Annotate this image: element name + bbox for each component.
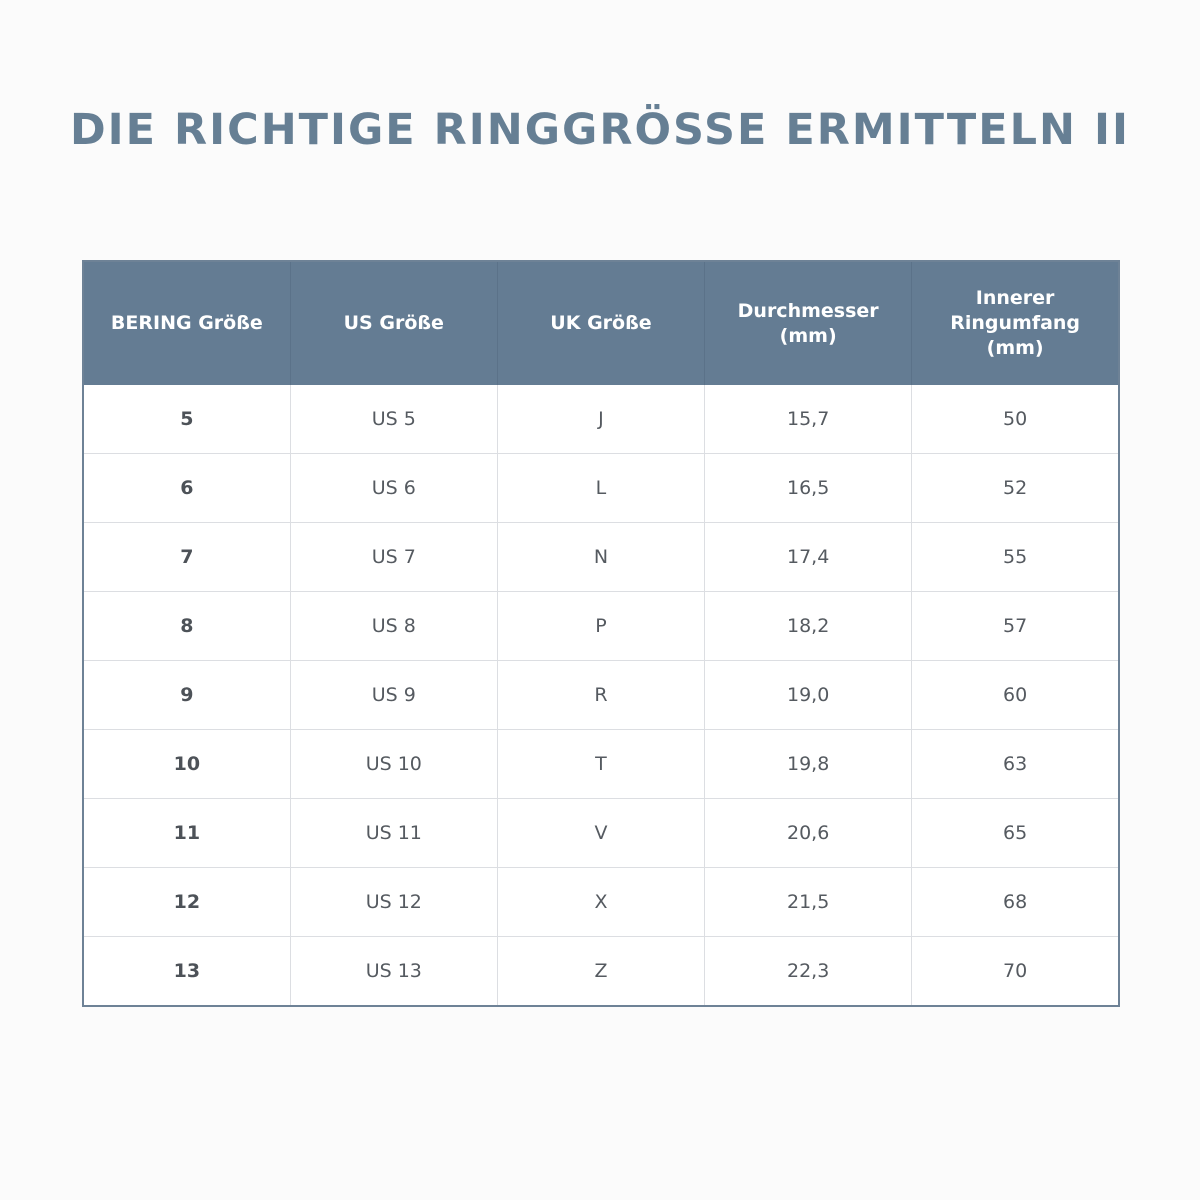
- header-bering-size: BERING Größe: [83, 261, 290, 385]
- cell-diameter: 16,5: [705, 454, 912, 523]
- cell-diameter: 19,8: [705, 730, 912, 799]
- table-row: [83, 799, 1119, 868]
- cell-bering-size: 8: [83, 592, 290, 661]
- cell-bering-size: 11: [83, 799, 290, 868]
- cell-diameter: 19,0: [705, 661, 912, 730]
- table-row: [83, 523, 1119, 592]
- cell-inner-circumference: 60: [912, 661, 1119, 730]
- cell-diameter: 22,3: [705, 937, 912, 1007]
- cell-us-size: US 10: [290, 730, 497, 799]
- cell-us-size: US 13: [290, 937, 497, 1007]
- cell-inner-circumference: 52: [912, 454, 1119, 523]
- table-body: [83, 385, 1119, 1006]
- cell-inner-circumference: 63: [912, 730, 1119, 799]
- cell-diameter: 20,6: [705, 799, 912, 868]
- header-inner-circumference: Innerer Ringumfang (mm): [912, 261, 1119, 385]
- cell-uk-size: T: [497, 730, 704, 799]
- cell-uk-size: L: [497, 454, 704, 523]
- cell-diameter: 18,2: [705, 592, 912, 661]
- table-row: [83, 937, 1119, 1007]
- cell-bering-size: 6: [83, 454, 290, 523]
- cell-diameter: 21,5: [705, 868, 912, 937]
- cell-inner-circumference: 68: [912, 868, 1119, 937]
- cell-bering-size: 7: [83, 523, 290, 592]
- cell-bering-size: 12: [83, 868, 290, 937]
- cell-bering-size: 5: [83, 385, 290, 454]
- table-row: [83, 730, 1119, 799]
- table-row: [83, 385, 1119, 454]
- table-row: [83, 868, 1119, 937]
- cell-uk-size: P: [497, 592, 704, 661]
- cell-diameter: 15,7: [705, 385, 912, 454]
- cell-uk-size: X: [497, 868, 704, 937]
- cell-us-size: US 5: [290, 385, 497, 454]
- cell-inner-circumference: 55: [912, 523, 1119, 592]
- cell-inner-circumference: 50: [912, 385, 1119, 454]
- cell-uk-size: N: [497, 523, 704, 592]
- cell-uk-size: R: [497, 661, 704, 730]
- page-title: DIE RICHTIGE RINGGRÖSSE ERMITTELN II: [69, 105, 1130, 155]
- cell-us-size: US 11: [290, 799, 497, 868]
- cell-us-size: US 8: [290, 592, 497, 661]
- cell-us-size: US 7: [290, 523, 497, 592]
- header-diameter: Durchmesser (mm): [705, 261, 912, 385]
- cell-us-size: US 9: [290, 661, 497, 730]
- cell-bering-size: 9: [83, 661, 290, 730]
- cell-uk-size: V: [497, 799, 704, 868]
- table-row: [83, 454, 1119, 523]
- cell-inner-circumference: 65: [912, 799, 1119, 868]
- cell-inner-circumference: 70: [1003, 960, 1028, 982]
- ring-size-table: [82, 260, 1120, 1007]
- cell-us-size: US 12: [290, 868, 497, 937]
- cell-inner-circumference: 57: [912, 592, 1119, 661]
- cell-bering-size: 13: [83, 937, 290, 1007]
- cell-uk-size: Z: [497, 937, 704, 1007]
- header-uk-size: UK Größe: [497, 261, 704, 385]
- cell-uk-size: J: [497, 385, 704, 454]
- table-header-row: [83, 261, 1119, 385]
- table-header: [83, 261, 1119, 385]
- cell-us-size: US 6: [290, 454, 497, 523]
- header-us-size: US Größe: [290, 261, 497, 385]
- table-row: [83, 661, 1119, 730]
- cell-bering-size: 10: [83, 730, 290, 799]
- cell-diameter: 17,4: [705, 523, 912, 592]
- table-row: [83, 592, 1119, 661]
